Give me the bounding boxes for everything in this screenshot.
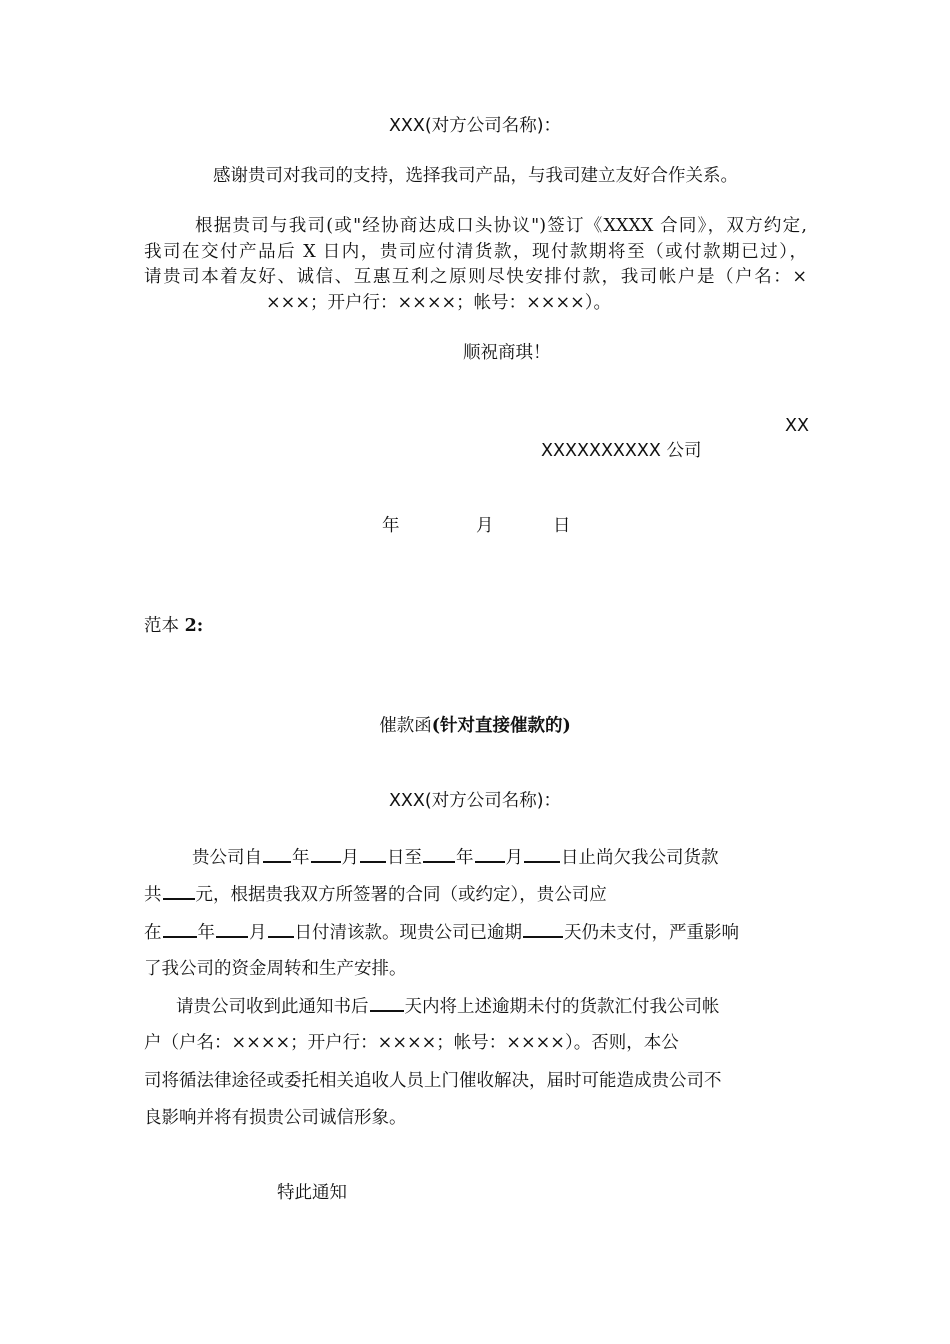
- letter1-closing: 顺祝商琪！: [463, 343, 551, 363]
- letter1-date-month: 月: [476, 516, 494, 536]
- blank-line: [423, 845, 455, 863]
- letter1-body-line-3: 请贵司本着友好、诚信、互惠互利之原则尽快安排付款，我司帐户是（户名：×: [144, 267, 807, 287]
- blank-line: [370, 994, 404, 1012]
- template2-p1-line-3: [144, 920, 739, 945]
- letter1-salutation: XXX(对方公司名称)：: [388, 116, 562, 136]
- blank-line: [163, 882, 195, 900]
- letter1-sign-company: XXXXXXXXXX 公司: [541, 441, 702, 461]
- p1-text: 月: [341, 848, 359, 868]
- template2-label-num: 2:: [184, 616, 204, 636]
- p2-text: 天内将上述逾期未付的货款汇付我公司帐: [404, 997, 720, 1017]
- p1-text: 月: [505, 848, 523, 868]
- p1-text: 月: [249, 923, 267, 943]
- blank-line: [523, 920, 563, 938]
- template2-p2-line-2: 户（户名：××××；开户行：××××；帐号：××××）。否则，本公: [144, 1033, 679, 1053]
- template2-p1-line-1: [192, 845, 719, 870]
- template2-title-prefix: 催款函: [379, 716, 432, 736]
- blank-line: [268, 920, 294, 938]
- template2-label: [144, 614, 203, 638]
- template2-title-rest: (针对直接催款的): [431, 716, 571, 736]
- p1-text: 贵公司自: [192, 848, 262, 868]
- template2-title: [0, 714, 950, 738]
- letter1-body-line-1: 根据贵司与我司(或"经协商达成口头协议")签订《XXXX 合同》，双方约定,: [195, 216, 807, 236]
- letter1-body-line-4: ×××；开户行：××××；帐号：××××）。: [266, 293, 612, 313]
- p1-text: 元，根据贵我双方所签署的合同（或约定），贵公司应: [195, 885, 607, 905]
- p1-text: 日至: [387, 848, 422, 868]
- template2-notice: 特此通知: [277, 1183, 347, 1203]
- blank-line: [163, 920, 197, 938]
- letter1-date-year: 年: [382, 516, 400, 536]
- blank-line: [475, 845, 505, 863]
- blank-line: [263, 845, 291, 863]
- p1-text: 共: [144, 885, 162, 905]
- letter1-thanks: 感谢贵司对我司的支持，选择我司产品，与我司建立友好合作关系。: [213, 166, 738, 186]
- template2-p2-line-3: 司将循法律途径或委托相关追收人员上门催收解决，届时可能造成贵公司不: [144, 1071, 722, 1091]
- template2-p1-line-4: 了我公司的资金周转和生产安排。: [144, 959, 407, 979]
- letter1-sign-xx: XX: [785, 416, 809, 436]
- blank-line: [311, 845, 341, 863]
- p1-text: 在: [144, 923, 162, 943]
- p1-text: 年: [292, 848, 310, 868]
- p1-text: 日止尚欠我公司货款: [561, 848, 719, 868]
- blank-line: [524, 845, 560, 863]
- template2-label-text: 范本: [144, 616, 185, 636]
- blank-line: [360, 845, 386, 863]
- letter1-body-line-2: 我司在交付产品后 X 日内，贵司应付清货款，现付款期将至（或付款期已过），: [144, 242, 807, 262]
- p1-text: 年: [456, 848, 474, 868]
- p1-text: 天仍未支付，严重影响: [564, 923, 739, 943]
- template2-p2-line-1: [176, 994, 720, 1019]
- p1-text: 日付清该款。现贵公司已逾期: [294, 923, 522, 943]
- p2-text: 请贵公司收到此通知书后: [176, 997, 369, 1017]
- template2-p2-line-4: 良影响并将有损贵公司诚信形象。: [144, 1108, 407, 1128]
- letter1-date-day: 日: [553, 516, 571, 536]
- template2-salutation: XXX(对方公司名称)：: [388, 791, 562, 811]
- template2-p1-line-2: [144, 882, 607, 907]
- p1-text: 年: [197, 923, 215, 943]
- blank-line: [216, 920, 248, 938]
